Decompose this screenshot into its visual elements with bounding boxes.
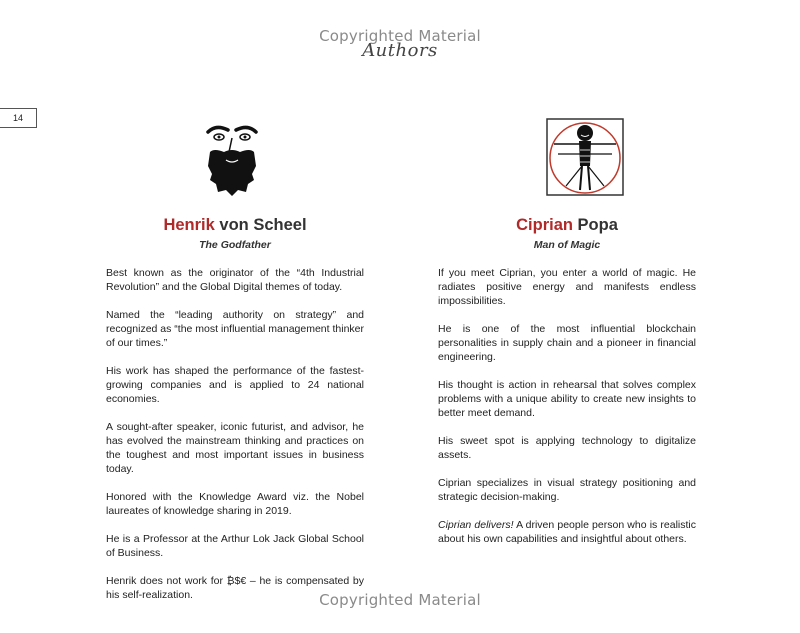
bio-text: A driven people person who is realistic about his own capabilities and insightful about others. [438,519,697,545]
author-first-name: Henrik [163,216,215,234]
bio-emphasis: Ciprian delivers! [438,519,514,531]
bio-text: Honored with the Knowledge Award viz. the Nobel laureates of knowledge sharing in 2019. [106,491,364,517]
bio-text: Named the “leading authority on strategy” and recognized as “the most influential management thinker of our times.” [106,309,364,349]
bio-paragraph [438,266,696,308]
bio-text: Henrik does not work for ₿$€ – he is compensated by his self-realization. [106,575,364,601]
page-number: 14 [0,108,37,128]
bio-paragraph [438,476,696,504]
bio-paragraph [106,490,364,518]
author-ciprian [438,118,696,560]
bio-paragraph [438,434,696,462]
bio-text: He is a Professor at the Arthur Lok Jack Global School of Business. [106,533,364,559]
watermark-top: Copyrighted Material [319,27,481,45]
bio-paragraph [106,308,364,350]
bio-paragraph [106,364,364,406]
bio-text: A sought-after speaker, iconic futurist, and advisor, he has evolved the mainstream thinking and practices on the toughest and most important issues in business today. [106,421,364,475]
bearded-face-icon [202,118,262,198]
bio-paragraph [106,532,364,560]
author-name [438,216,696,236]
bio-paragraph [438,322,696,364]
author-subtitle: Man of Magic [533,239,601,251]
author-first-name: Ciprian [516,216,573,234]
bio-text: Best known as the originator of the “4th Industrial Revolution” and the Global Digital themes of today. [106,267,364,293]
author-last-name: Popa [572,216,618,234]
section-title: Authors [362,40,438,61]
bio-text: His thought is action in rehearsal that solves complex problems with a unique ability to create new insights to better meet demand. [438,379,696,419]
bio-text: His sweet spot is applying technology to digitalize assets. [438,435,696,461]
author-bio [106,266,364,602]
portrait-ciprian [438,118,696,200]
vitruvian-figure-icon [546,118,624,196]
bio-text: If you meet Ciprian, you enter a world of magic. He radiates positive energy and manifests endless impossibilities. [438,267,696,307]
bio-paragraph [438,378,696,420]
author-last-name: von Scheel [214,216,307,234]
portrait-henrik [106,118,364,200]
watermark-bottom: Copyrighted Material [319,591,481,609]
author-henrik [106,118,364,616]
bio-text: He is one of the most influential blockchain personalities in supply chain and a pioneer in financial engineering. [438,323,696,363]
bio-text: Ciprian specializes in visual strategy positioning and strategic decision-making. [438,477,696,503]
author-subtitle: The Godfather [199,239,271,251]
bio-text: His work has shaped the performance of the fastest-growing companies and is applied to 24 national economies. [106,365,364,405]
author-bio [438,266,696,546]
bio-paragraph [106,420,364,476]
bio-paragraph [438,518,696,546]
author-name [106,216,364,236]
bio-paragraph [106,266,364,294]
